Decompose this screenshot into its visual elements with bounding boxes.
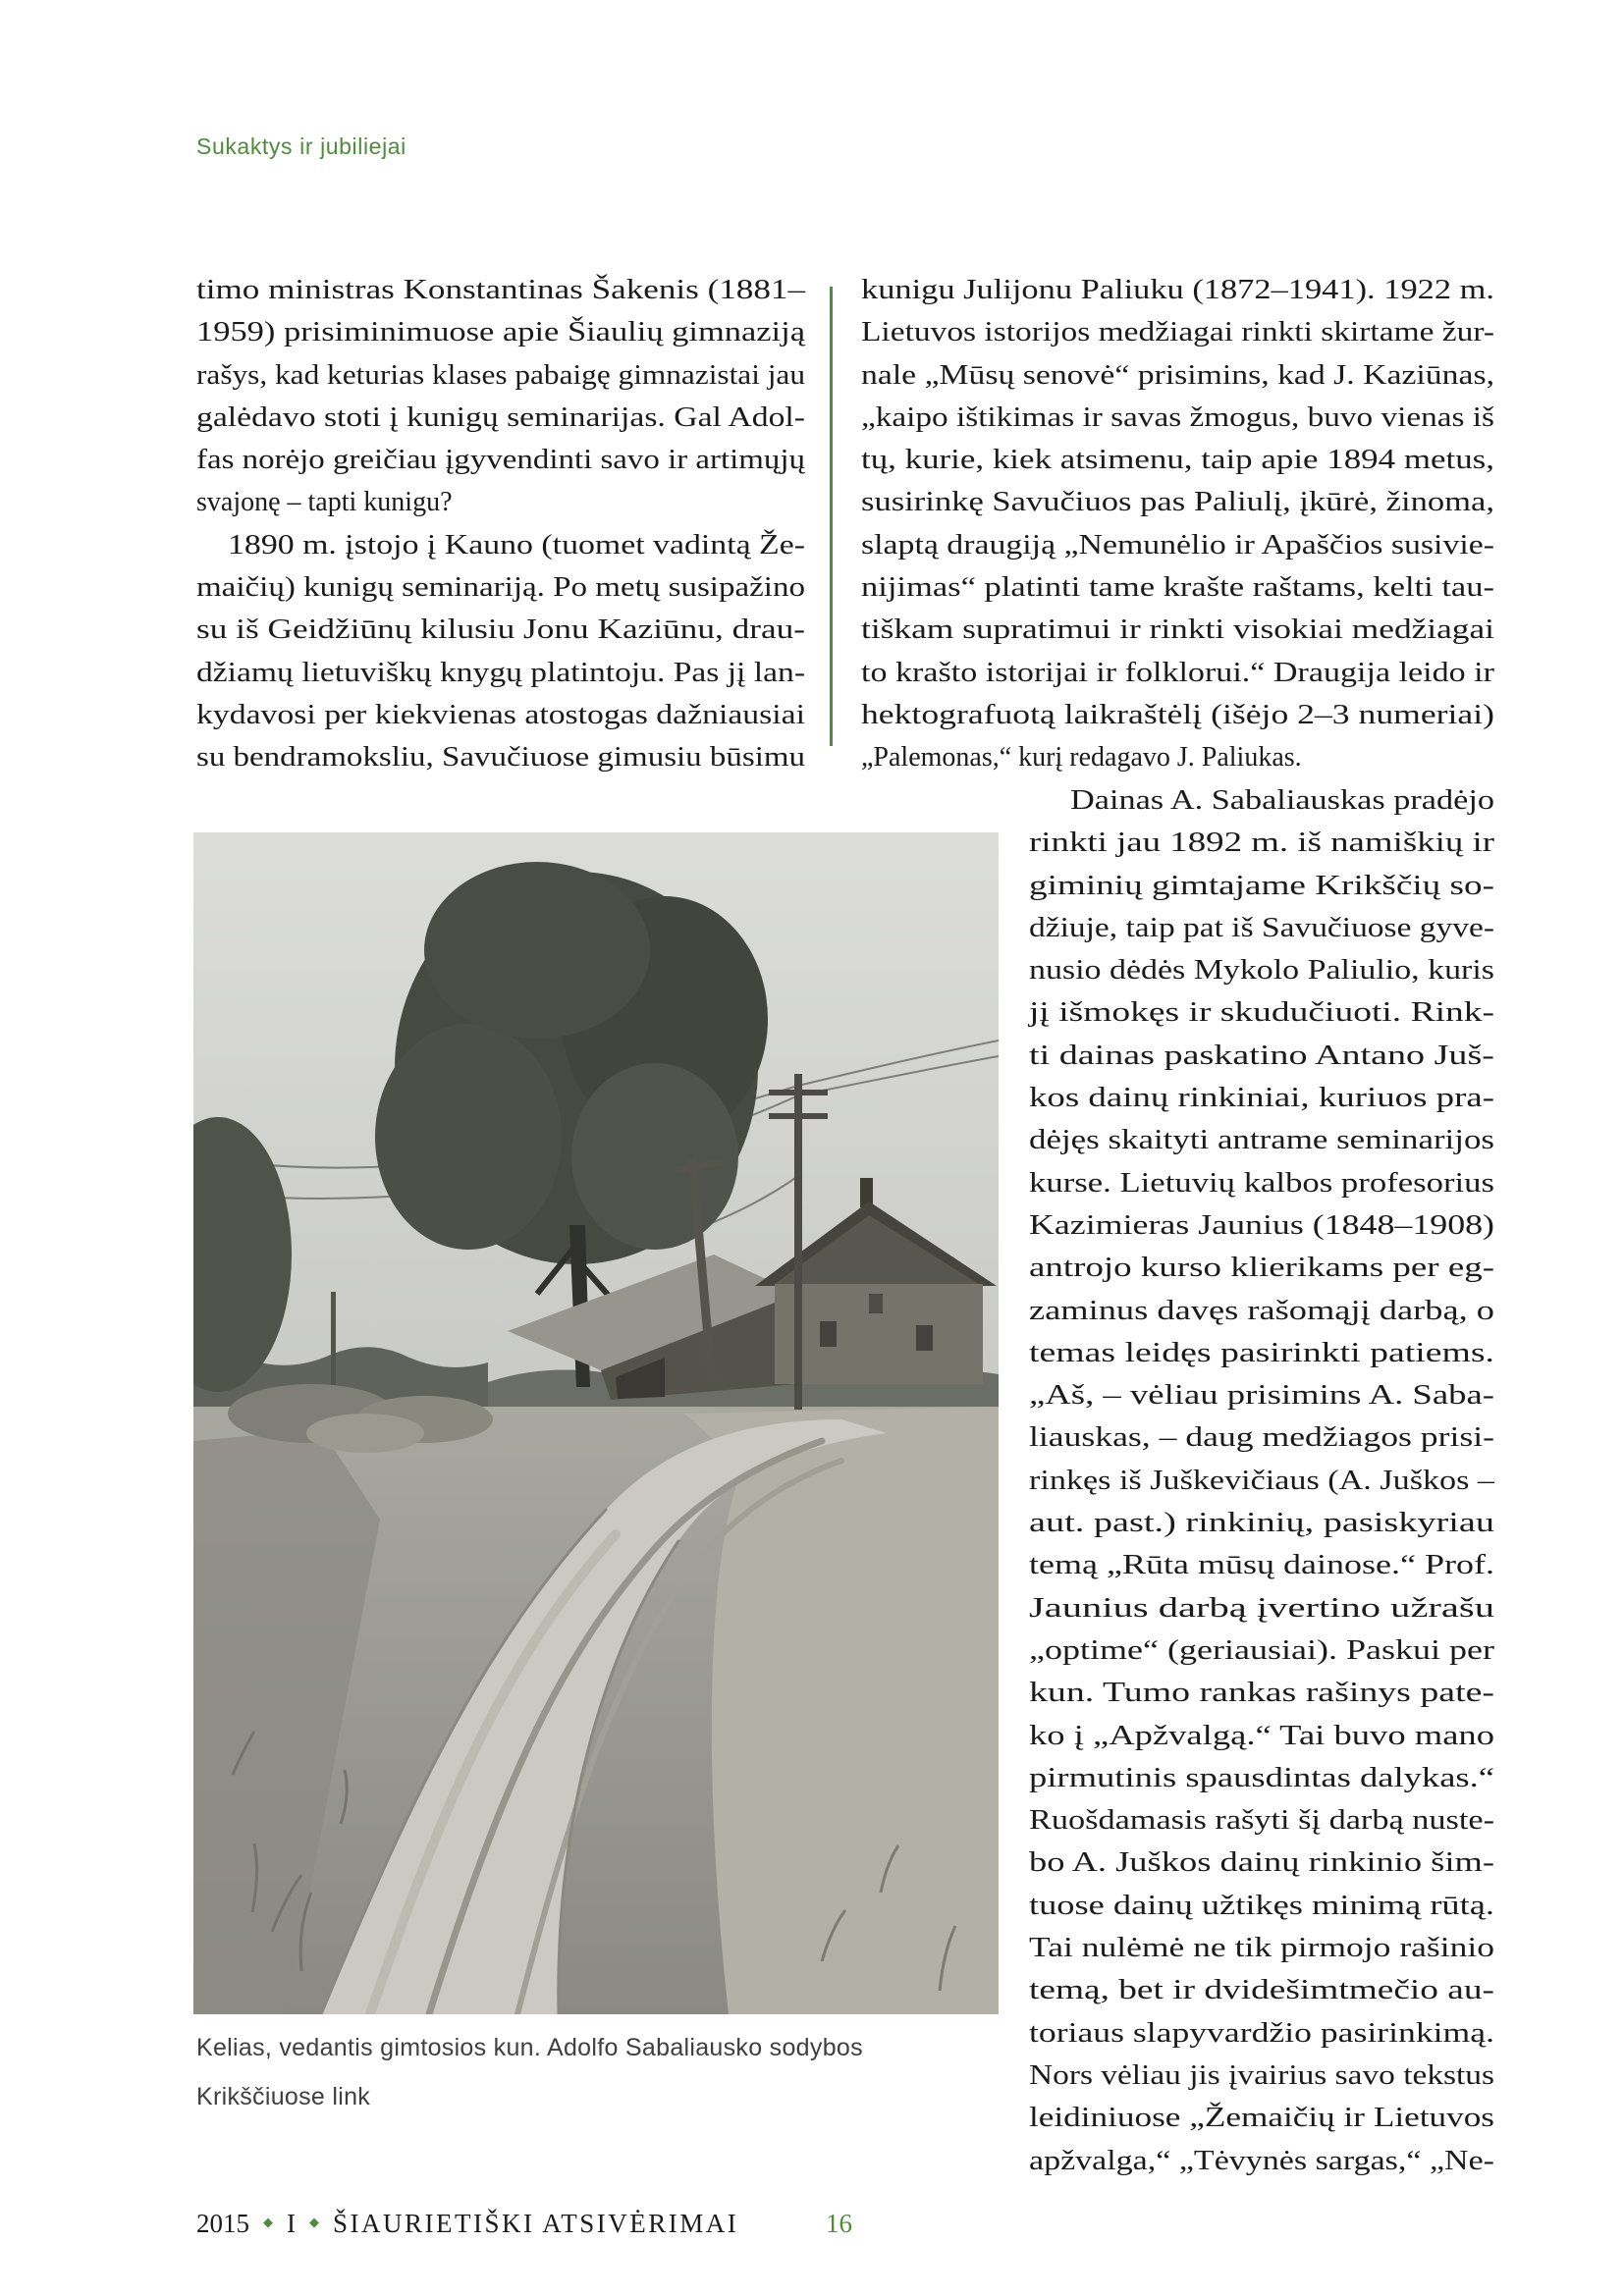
text-line	[1029, 1925, 1494, 1967]
text-line	[196, 522, 805, 564]
text-line	[1029, 1797, 1494, 1840]
svg-text:galėdavo stoti į kunigų semina: galėdavo stoti į kunigų seminarijas. Gal Adol-	[196, 401, 805, 433]
text-line	[1029, 1713, 1494, 1755]
svg-text:temą „Rūta mūsų dainose.“ Prof: temą „Rūta mūsų dainose.“ Prof.	[1029, 1550, 1494, 1581]
svg-text:aut. past.) rinkinių, pasiskyr: aut. past.) rinkinių, pasiskyriau	[1029, 1508, 1494, 1539]
svg-text:susirinkę Savučiuos pas Paliul: susirinkę Savučiuos pas Paliulį, įkūrė, žinoma,	[861, 487, 1494, 518]
footer-year: 2015	[196, 2209, 249, 2238]
svg-text:antrojo kurso klierikams per e: antrojo kurso klierikams per eg-	[1029, 1253, 1494, 1284]
svg-text:„Aš, – vėliau prisimins A. Sab: „Aš, – vėliau prisimins A. Saba-	[1029, 1380, 1494, 1412]
diamond-icon: ◆	[309, 2216, 319, 2230]
svg-text:kun. Tumo rankas rašinys pate-: kun. Tumo rankas rašinys pate-	[1029, 1678, 1494, 1709]
text-line	[1029, 2138, 1494, 2180]
text-line	[861, 352, 1494, 395]
svg-text:jį išmokęs ir skudučiuoti. Rin: jį išmokęs ir skudučiuoti. Rink-	[1027, 997, 1494, 1029]
text-line	[196, 395, 805, 437]
svg-text:džiuje, taip pat iš Savučiuose: džiuje, taip pat iš Savučiuose gyve-	[1029, 912, 1494, 943]
svg-text:svajonę – tapti kunigu?: svajonę – tapti kunigu?	[196, 487, 453, 518]
svg-text:fas norėjo greičiau įgyvendint: fas norėjo greičiau įgyvendinti savo ir artimųjų	[196, 445, 807, 476]
text-line	[1029, 2010, 1494, 2053]
text-line	[1029, 1288, 1494, 1330]
text-line	[861, 309, 1494, 351]
distant-pole	[331, 1292, 336, 1385]
svg-text:su iš Geidžiūnų kilusiu Jonu K: su iš Geidžiūnų kilusiu Jonu Kaziūnu, drau-	[196, 614, 805, 646]
text-line	[1029, 947, 1494, 989]
svg-text:temą, bet ir dvidešimtmečio au: temą, bet ir dvidešimtmečio au-	[1029, 1975, 1494, 2006]
text-line	[1029, 1372, 1494, 1415]
photo-caption-line-2: Krikščiuose link	[196, 2083, 371, 2110]
text-line	[861, 734, 1494, 776]
footer-journal-title: ŠIAURIETIŠKI ATSIVĖRIMAI	[333, 2209, 739, 2238]
text-line	[1029, 1585, 1494, 1628]
text-line	[1029, 989, 1494, 1032]
svg-text:tuose dainų užtikęs minimą rūt: tuose dainų užtikęs minimą rūtą.	[1029, 1890, 1494, 1921]
right-column-narrow	[1029, 777, 1494, 2180]
right-column-top	[861, 267, 1494, 777]
svg-text:hektografuotą laikraštėlį (išė: hektografuotą laikraštėlį (išėjo 2–3 numeriai)	[861, 699, 1494, 730]
svg-text:apžvalga,“ „Tėvynės sargas,“ „: apžvalga,“ „Tėvynės sargas,“ „Ne-	[1029, 2145, 1494, 2176]
text-line	[196, 607, 805, 649]
text-line	[861, 522, 1494, 564]
text-line	[1029, 1117, 1494, 1159]
svg-text:„kaipo ištikimas ir savas žmog: „kaipo ištikimas ir savas žmogus, buvo vienas iš	[861, 401, 1495, 433]
text-line	[861, 607, 1494, 649]
text-line	[196, 734, 805, 776]
svg-text:tų, kurie, kiek atsimenu, taip: tų, kurie, kiek atsimenu, taip apie 1894 metus,	[861, 445, 1494, 476]
svg-text:zaminus davęs rašomąjį darbą,: zaminus davęs rašomąjį darbą, o	[1029, 1295, 1494, 1326]
text-line	[861, 267, 1494, 309]
text-line	[196, 309, 805, 351]
text-line	[1029, 1202, 1494, 1245]
footer	[196, 2209, 738, 2239]
text-line	[1029, 1840, 1494, 1882]
svg-text:dėjęs skaityti antrame seminar: dėjęs skaityti antrame seminarijos	[1029, 1125, 1494, 1156]
svg-text:Tai nulėmė ne tik pirmojo raši: Tai nulėmė ne tik pirmojo rašinio	[1029, 1933, 1494, 1964]
svg-text:Lietuvos istorijos medžiagai r: Lietuvos istorijos medžiagai rinkti skirtame žur-	[861, 317, 1494, 348]
text-line	[1029, 1755, 1494, 1797]
svg-text:kunigu Julijonu Paliuku (1872–: kunigu Julijonu Paliuku (1872–1941). 1922 m.	[861, 275, 1494, 305]
column-divider-rule	[830, 287, 833, 746]
section-title: Sukaktys ir jubiliejai	[196, 133, 406, 159]
svg-text:kydavosi per kiekvienas atosto: kydavosi per kiekvienas atostogas dažniausiai	[196, 699, 806, 730]
svg-text:slaptą draugiją „Nemunėlio ir: slaptą draugiją „Nemunėlio ir Apaščios susivie-	[861, 529, 1494, 561]
svg-text:rinkti jau 1892 m. iš namiškių: rinkti jau 1892 m. iš namiškių ir	[1029, 828, 1495, 859]
svg-text:kurse. Lietuvių kalbos profeso: kurse. Lietuvių kalbos profesorius	[1029, 1167, 1494, 1199]
photo-illustration	[193, 832, 999, 2014]
text-line	[1029, 1160, 1494, 1202]
text-line	[1029, 1245, 1494, 1287]
svg-text:giminių gimtajame Krikščių so-: giminių gimtajame Krikščių so-	[1029, 870, 1494, 901]
svg-text:1959) prisiminimuose apie Šiau: 1959) prisiminimuose apie Šiaulių gimnaziją	[196, 317, 806, 348]
svg-text:„optime“ (geriausiai). Paskui: „optime“ (geriausiai). Paskui per	[1029, 1634, 1495, 1666]
svg-text:leidiniuose „Žemaičių ir Lietu: leidiniuose „Žemaičių ir Lietuvos	[1029, 2103, 1494, 2134]
svg-text:džiamų lietuviškų knygų platin: džiamų lietuviškų knygų platintoju. Pas jį lan-	[196, 657, 805, 688]
text-line	[1029, 777, 1494, 820]
photo-caption-line-1: Kelias, vedantis gimtosios kun. Adolfo Sabaliausko sodybos	[196, 2034, 863, 2061]
text-line	[196, 437, 805, 479]
svg-text:temas leidęs pasirinkti patiem: temas leidęs pasirinkti patiems.	[1029, 1337, 1494, 1368]
text-line	[1029, 1883, 1494, 1925]
photo	[193, 832, 999, 2014]
text-line	[1029, 863, 1494, 905]
text-line	[1029, 2053, 1494, 2095]
text-line	[1029, 1967, 1494, 2009]
svg-text:timo ministras Konstantinas Ša: timo ministras Konstantinas Šakenis (1881–	[196, 275, 807, 305]
svg-text:Dainas A. Sabaliauskas pradėjo: Dainas A. Sabaliauskas pradėjo	[1070, 785, 1494, 816]
svg-text:ti dainas paskatino Antano Juš: ti dainas paskatino Antano Juš-	[1029, 1040, 1494, 1071]
text-line	[196, 692, 805, 734]
text-line	[861, 395, 1494, 437]
svg-text:„Palemonas,“ kurį redagavo J.: „Palemonas,“ kurį redagavo J. Paliukas.	[861, 742, 1302, 774]
text-line	[1029, 1542, 1494, 1584]
svg-text:toriaus slapyvardžio pasirinki: toriaus slapyvardžio pasirinkimą.	[1029, 2017, 1494, 2049]
svg-text:Ruošdamasis rašyti šį darbą nu: Ruošdamasis rašyti šį darbą nuste-	[1029, 1805, 1494, 1837]
svg-text:tiškam supratimui ir rinkti vi: tiškam supratimui ir rinkti visokiai medžiagai	[861, 614, 1495, 646]
text-line	[1029, 1458, 1494, 1500]
text-line	[1029, 1415, 1494, 1457]
svg-text:to krašto istorijai ir folklor: to krašto istorijai ir folklorui.“ Draugija leido ir	[861, 657, 1495, 688]
svg-text:pirmutinis spausdintas dalykas: pirmutinis spausdintas dalykas.“	[1029, 1762, 1494, 1793]
text-line	[1029, 1075, 1494, 1117]
diamond-icon: ◆	[263, 2216, 273, 2230]
svg-text:Kazimieras Jaunius (1848–1908): Kazimieras Jaunius (1848–1908)	[1029, 1209, 1494, 1241]
svg-text:Nors vėliau jis įvairius savo: Nors vėliau jis įvairius savo tekstus	[1029, 2059, 1494, 2091]
text-line	[1029, 1330, 1494, 1372]
text-line	[861, 650, 1494, 692]
svg-text:ko į „Apžvalgą.“ Tai buvo mano: ko į „Apžvalgą.“ Tai buvo mano	[1029, 1720, 1494, 1751]
text-line	[196, 352, 805, 395]
text-line	[861, 437, 1494, 479]
text-line	[1029, 1670, 1494, 1712]
text-line	[861, 564, 1494, 607]
text-line	[1029, 2095, 1494, 2137]
text-line	[861, 692, 1494, 734]
text-line	[1029, 1628, 1494, 1670]
text-line	[1029, 1500, 1494, 1542]
svg-text:nijimas“ platinti tame krašte: nijimas“ platinti tame krašte raštams, kelti tau-	[861, 572, 1494, 604]
svg-text:liauskas, – daug medžiagos pri: liauskas, – daug medžiagos prisi-	[1029, 1422, 1494, 1454]
text-line	[1029, 905, 1494, 947]
text-line	[196, 564, 805, 607]
text-line	[861, 479, 1494, 521]
left-column	[196, 267, 805, 777]
svg-text:rinkęs iš Juškevičiaus (A. Juš: rinkęs iš Juškevičiaus (A. Juškos –	[1029, 1465, 1496, 1496]
svg-text:nusio dėdės Mykolo Paliulio, k: nusio dėdės Mykolo Paliulio, kuris	[1029, 955, 1494, 987]
svg-text:maičių) kunigų seminariją. Po: maičių) kunigų seminariją. Po metų susipažino	[196, 572, 805, 604]
svg-text:kos dainų rinkiniai, kuriuos p: kos dainų rinkiniai, kuriuos pra-	[1029, 1083, 1494, 1114]
svg-text:Jaunius darbą įvertino užrašu: Jaunius darbą įvertino užrašu	[1029, 1592, 1494, 1624]
text-line	[1029, 820, 1494, 862]
svg-text:rašys, kad keturias klases pab: rašys, kad keturias klases pabaigę gimnazistai jau	[196, 359, 805, 391]
svg-text:1890 m. įstojo į Kauno (tuomet: 1890 m. įstojo į Kauno (tuomet vadintą Že-	[228, 529, 805, 561]
svg-text:nale „Mūsų senovė“ prisimins,: nale „Mūsų senovė“ prisimins, kad J. Kaziūnas,	[861, 359, 1494, 391]
text-line	[196, 267, 805, 309]
page-number: 16	[826, 2209, 852, 2238]
text-line	[196, 650, 805, 692]
text-line	[196, 479, 805, 521]
svg-text:su bendramoksliu, Savučiuose g: su bendramoksliu, Savučiuose gimusiu būsimu	[196, 742, 805, 774]
svg-text:bo A. Juškos dainų rinkinio ši: bo A. Juškos dainų rinkinio šim-	[1029, 1847, 1494, 1879]
footer-volume: I	[287, 2209, 296, 2238]
text-line	[1029, 1033, 1494, 1075]
